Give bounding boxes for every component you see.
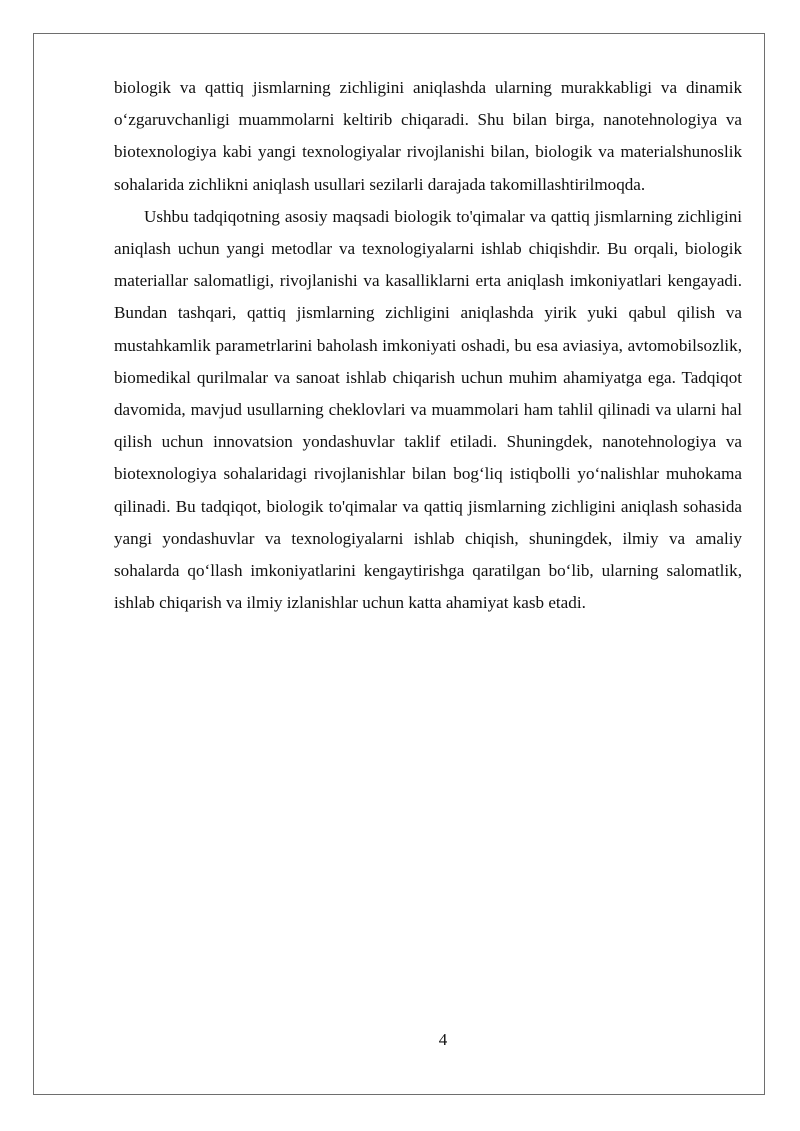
document-body: [114, 72, 742, 619]
paragraph-continuation: biologik va qattiq jismlarning zichligini aniqlashda ularning murakkabligi va dinamik o‘zgaruvchanligi muammolarni keltirib chiqaradi. Shu bilan birga, nanotehnologiya va biotexnologiya kabi yangi texnologiyalar rivojlanishi bilan, biologik va materialshunoslik sohalarida zichlikni aniqlash usullari sezilarli darajada takomillashtirilmoqda.: [114, 78, 742, 194]
page-number: 4: [438, 1030, 448, 1049]
paragraph-research-goal: Ushbu tadqiqotning asosiy maqsadi biologik to'qimalar va qattiq jismlarning zichligini aniqlash uchun yangi metodlar va texnologiyalarni ishlab chiqishdir. Bu orqali, biologik materiallar salomatligi, rivojlanishi va kasalliklarni erta aniqlash imkoniyatlari kengayadi. Bundan tashqari, qattiq jismlarning zichligini aniqlashda yirik yuki qabul qilish va mustahkamlik parametrlarini baholash imkoniyati oshadi, bu esa aviasiya, avtomobilsozlik, biomedikal qurilmalar va sanoat ishlab chiqarish uchun muhim ahamiyatga ega. Tadqiqot davomida, mavjud usullarning cheklovlari va muammolari ham tahlil qilinadi va ularni hal qilish uchun innovatsion yondashuvlar taklif etiladi. Shuningdek, nanotehnologiya va biotexnologiya sohalaridagi rivojlanishlar bilan bog‘liq istiqbolli yo‘nalishlar muhokama qilinadi. Bu tadqiqot, biologik to'qimalar va qattiq jismlarning zichligini aniqlash sohasida yangi yondashuvlar va texnologiyalarni ishlab chiqish, shuningdek, ilmiy va amaliy sohalarda qo‘llash imkoniyatlarini kengaytirishga qaratilgan bo‘lib, ularning salomatlik, ishlab chiqarish va ilmiy izlanishlar uchun katta ahamiyat kasb etadi.: [114, 206, 742, 613]
